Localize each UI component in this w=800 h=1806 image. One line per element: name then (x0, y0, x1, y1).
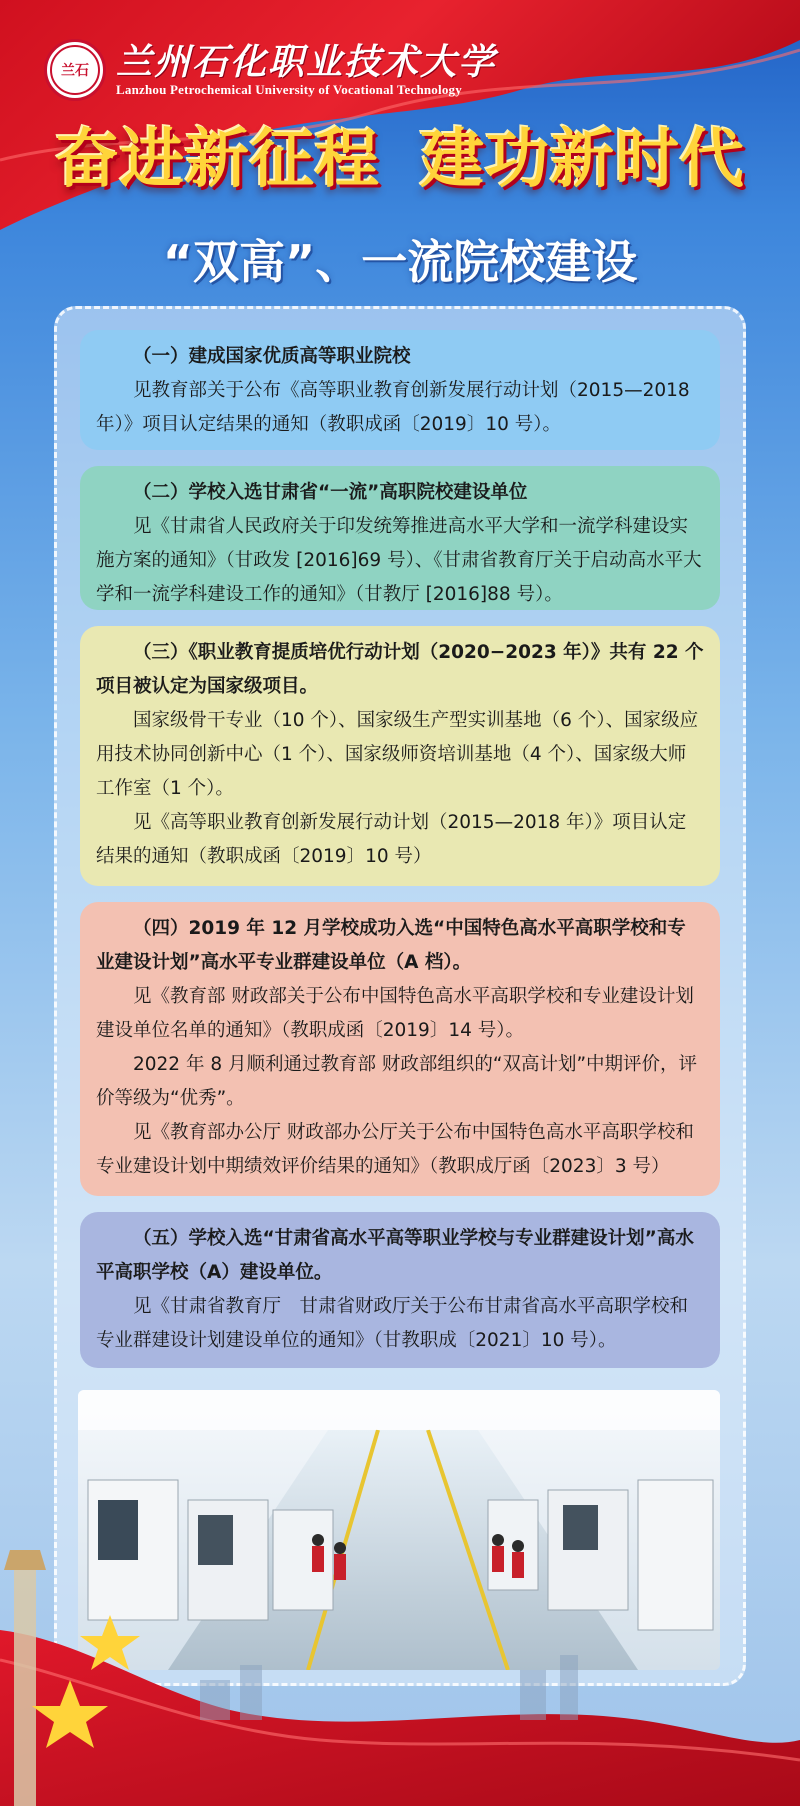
section-paragraph: 见教育部关于公布《高等职业教育创新发展行动计划（2015—2018 年）》项目认定结果的通知（教职成函〔2019〕10 号）。 (96, 380, 690, 435)
school-name-en: Lanzhou Petrochemical University of Vocational Technology (116, 82, 462, 97)
slogan-left: 奋进新征程 (55, 123, 380, 197)
section-paragraph: 见《甘肃省人民政府关于印发统筹推进高水平大学和一流学科建设实施方案的通知》（甘政发 [2016]69 号）、《甘肃省教育厅关于启动高水平大学和一流学科建设工作的通知》（甘教厅 [2016]88 号）。 (96, 516, 702, 605)
section-paragraph: 见《高等职业教育创新发展行动计划（2015—2018 年）》项目认定结果的通知（教职成函〔2019〕10 号） (96, 812, 687, 867)
section-paragraph: 2022 年 8 月顺利通过教育部 财政部组织的“双高计划”中期评价，评价等级为“优秀”。 (96, 1054, 698, 1109)
section-card-2 (80, 466, 720, 610)
section-paragraph: 见《教育部 财政部关于公布中国特色高水平高职学校和专业建设计划建设单位名单的通知》（教职成函〔2019〕14 号）。 (96, 986, 694, 1041)
section-card-5 (80, 1212, 720, 1368)
section-heading: （二）学校入选甘肃省“一流”高职院校建设单位 (133, 482, 528, 503)
slogan (0, 120, 800, 200)
school-seal-icon (44, 39, 106, 101)
seal-text: 兰石 (61, 63, 89, 79)
school-name (116, 42, 496, 98)
section-heading: （一）建成国家优质高等职业院校 (133, 346, 411, 367)
school-name-cn: 兰州石化职业技术大学 (116, 41, 497, 83)
section-paragraph: 见《甘肃省教育厅 甘肃省财政厅关于公布甘肃省高水平高职学校和专业群建设计划建设单位的通知》（甘教职成〔2021〕10 号）。 (96, 1296, 689, 1351)
section-card-3 (80, 626, 720, 886)
section-heading: （四）2019 年 12 月学校成功入选“中国特色高水平高职学校和专业建设计划”高水平专业群建设单位（A 档）。 (96, 918, 686, 973)
section-card-4 (80, 902, 720, 1196)
section-card-1 (80, 330, 720, 450)
section-heading: （五）学校入选“甘肃省高水平高等职业学校与专业群建设计划”高水平高职学校（A）建设单位。 (96, 1228, 694, 1283)
bottom-decoration (0, 1540, 800, 1806)
section-paragraph: 国家级骨干专业（10 个）、国家级生产型实训基地（6 个）、国家级应用技术协同创新中心（1 个）、国家级师资培训基地（4 个）、国家级大师工作室（1 个）。 (96, 710, 699, 799)
school-logo (44, 38, 496, 102)
page-subtitle: “双高”、一流院校建设 (162, 235, 638, 289)
section-heading: （三）《职业教育提质培优行动计划（2020−2023 年）》共有 22 个项目被认定为国家级项目。 (96, 642, 704, 697)
slogan-right: 建功新时代 (420, 123, 745, 197)
section-paragraph: 见《教育部办公厅 财政部办公厅关于公布中国特色高水平高职学校和专业建设计划中期绩效评价结果的通知》（教职成厅函〔2023〕3 号） (96, 1122, 694, 1177)
